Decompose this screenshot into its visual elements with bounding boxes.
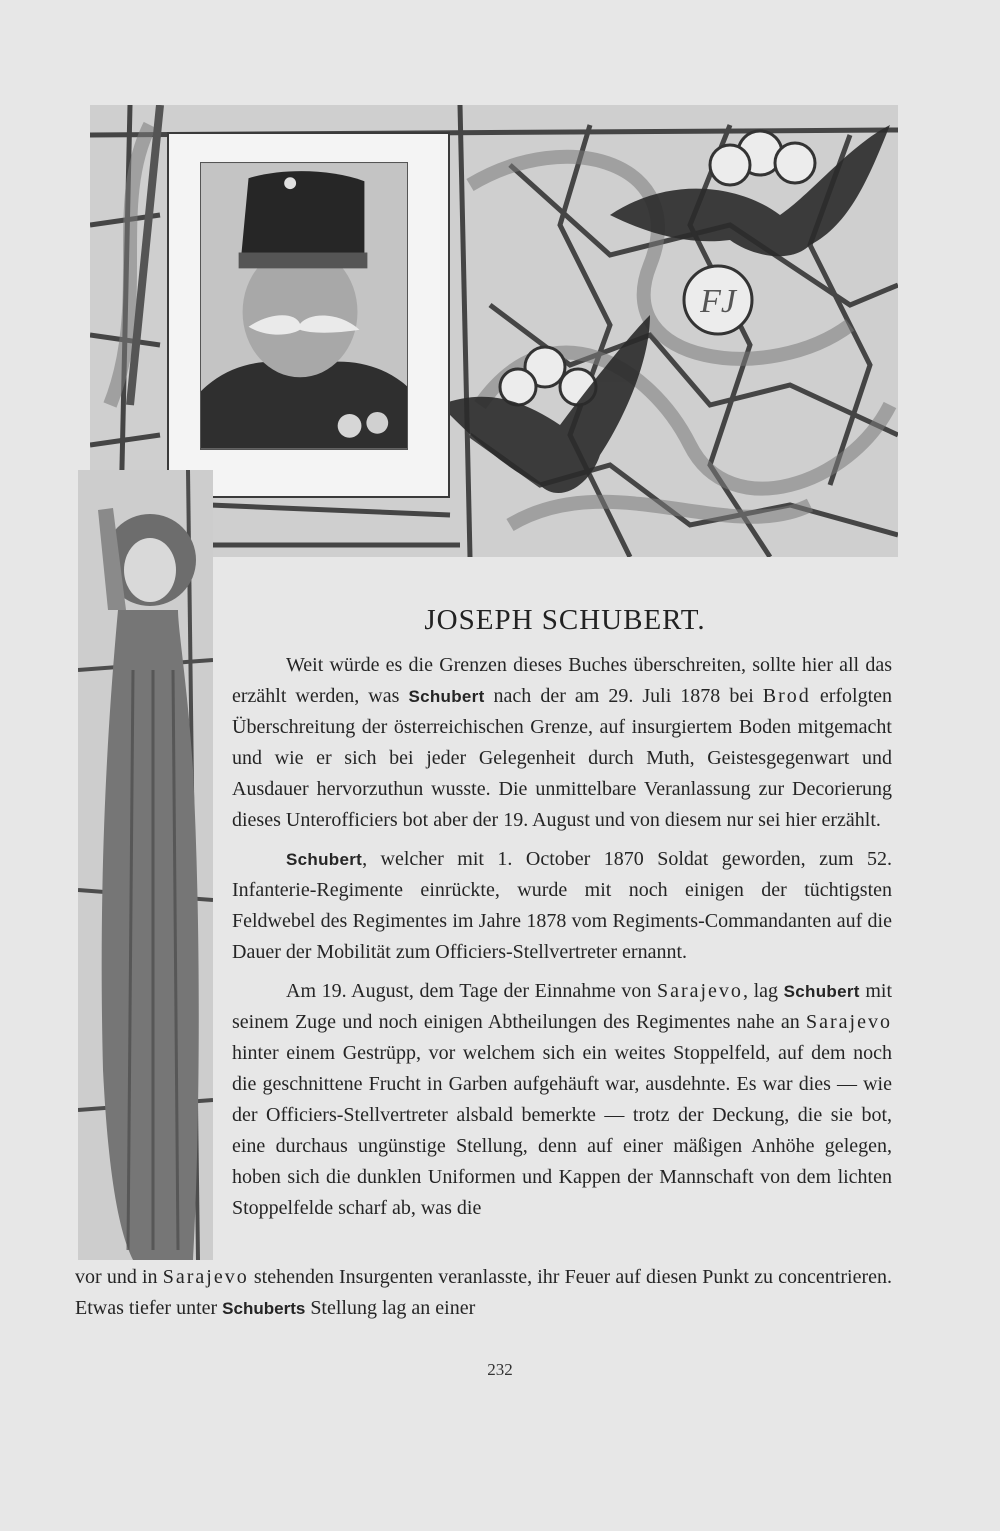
name-emphasis: Schubert xyxy=(783,982,860,1001)
paragraph-1: Weit würde es die Grenzen dieses Buches überschreiten, sollte hier all das erzählt werden, was Schubert nach der am 29. Juli 1878 bei Brod erfolgten Überschreitung der österreichischen Grenze, auf insurgiertem Boden mitgemacht und wie er sich bei jeder Gelegenheit durch Muth, Geistesgegenwart und Ausdauer hervorzuthun wusste. Die unmittelbare Veranlassung zur Decorierung dieses Unterofficiers bot aber der 19. August und von diesem nur sei hier erzählt. xyxy=(232,654,893,831)
name-emphasis: Schubert xyxy=(408,687,485,706)
monogram: FJ xyxy=(700,283,736,320)
place-emphasis: Brod xyxy=(762,685,811,707)
article-body xyxy=(232,650,892,1232)
paragraph-3-continuation: vor und in Sarajevo stehenden Insurgenten veranlasste, ihr Feuer auf diesen Punkt zu concentrieren. Etwas tiefer unter Schuberts Stellung lag an einer xyxy=(75,1266,892,1319)
place-emphasis: Sarajevo xyxy=(656,980,743,1002)
article-title: JOSEPH SCHUBERT. xyxy=(424,604,706,636)
place-emphasis: Sarajevo xyxy=(806,1011,892,1033)
name-emphasis: Schuberts xyxy=(222,1299,306,1318)
paragraph-2: Schubert, welcher mit 1. October 1870 Soldat geworden, zum 52. Infanterie-Regimente einrückte, wurde mit noch einigen der tüchtigsten Feldwebel des Regimentes im Jahre 1878 vom Regiments-Commandanten auf die Dauer der Mobilität zum Officiers-Stellvertreter ernannt. xyxy=(232,848,892,963)
place-emphasis: Sarajevo xyxy=(162,1266,249,1288)
allegorical-figure-illustration xyxy=(78,470,213,1260)
name-emphasis: Schubert xyxy=(286,850,363,869)
page-number: 232 xyxy=(487,1360,513,1379)
portrait-photo xyxy=(200,162,408,450)
paragraph-3: Am 19. August, dem Tage der Einnahme von Sarajevo, lag Schubert mit seinem Zuge und noch einigen Abtheilungen des Regimentes nahe an Sarajevo hinter einem Gestrüpp, vor welchem sich ein weites Stoppelfeld, auf dem noch die geschnittene Frucht in Garben aufgehäuft war, ausdehnte. Es war dies — wie der Officiers-Stellvertreter alsbald bemerkte — trotz der Deckung, die sie bot, eine durchaus ungünstige Stellung, denn auf einer mäßigen Anhöhe gelegen, hoben sich die dunklen Uniformen und Kappen der Mannschaft von dem lichten Stoppelfelde scharf ab, was die xyxy=(232,980,892,1219)
